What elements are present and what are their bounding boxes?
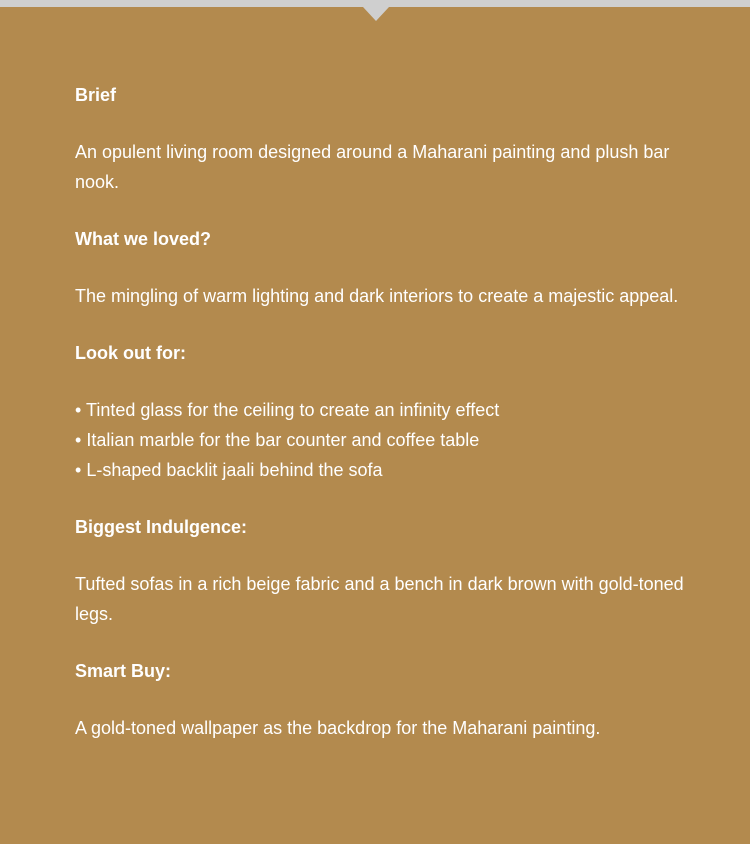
section-heading-biggest-indulgence: Biggest Indulgence:	[75, 517, 248, 537]
section-text-what-we-loved: The mingling of warm lighting and dark interiors to create a majestic appeal.	[75, 286, 679, 306]
section-heading-look-out-for: Look out for:	[75, 343, 186, 363]
bullet-icon: •	[75, 460, 82, 480]
section-heading-smart-buy: Smart Buy:	[75, 661, 172, 681]
section-heading-brief: Brief	[75, 85, 117, 105]
list-item: • Italian marble for the bar counter and coffee table	[75, 430, 480, 450]
section-text-biggest-indulgence: Tufted sofas in a rich beige fabric and a bench in dark brown with gold-toned legs.	[75, 574, 684, 624]
article-content	[75, 80, 715, 743]
list-item: • Tinted glass for the ceiling to create an infinity effect	[75, 400, 500, 420]
bullet-icon: •	[75, 400, 82, 420]
section-text-brief: An opulent living room designed around a Maharani painting and plush bar nook.	[75, 142, 670, 192]
look-out-for-list	[75, 395, 715, 485]
down-arrow-notch-icon	[363, 7, 389, 21]
section-text-smart-buy: A gold-toned wallpaper as the backdrop for the Maharani painting.	[75, 718, 601, 738]
section-heading-what-we-loved: What we loved?	[75, 229, 212, 249]
top-divider-bar	[0, 0, 750, 7]
list-item: • L-shaped backlit jaali behind the sofa	[75, 460, 383, 480]
bullet-icon: •	[75, 430, 82, 450]
